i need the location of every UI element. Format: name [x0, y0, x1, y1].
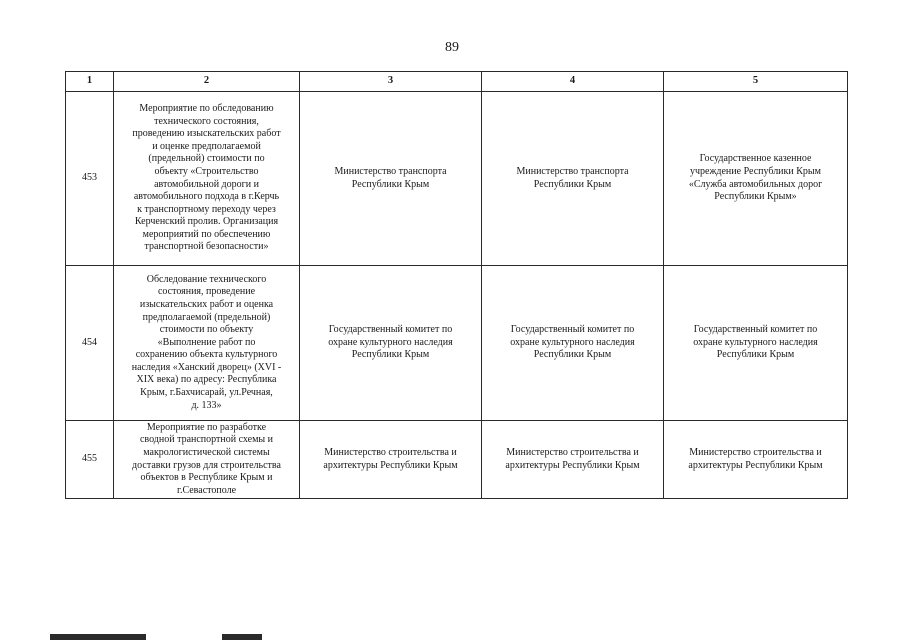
column-header-3: 3 [300, 72, 482, 92]
responsible-body: Министерство строительства и архитектуры Республики Крым [300, 421, 482, 499]
measures-table [65, 71, 848, 499]
column-header-1: 1 [66, 72, 114, 92]
executor-body: Государственное казенное учреждение Республики Крым «Служба автомобильных дорог Республики Крым» [664, 92, 848, 266]
table-row [66, 421, 848, 499]
event-description: Обследование технического состояния, проведение изыскательских работ и оценка предполагаемой (предельной) стоимости по объекту «Выполнение работ по сохранению объекта культурного наследия «Ханский дворец» (XVI - XIX века) по адресу: Республика Крым, г.Бахчисарай, ул.Речная, д. 133» [114, 266, 300, 421]
scan-artifact [50, 634, 146, 640]
table-row [66, 266, 848, 421]
customer-body: Министерство строительства и архитектуры Республики Крым [482, 421, 664, 499]
customer-body: Министерство транспорта Республики Крым [482, 92, 664, 266]
row-number: 454 [66, 266, 114, 421]
responsible-body: Министерство транспорта Республики Крым [300, 92, 482, 266]
row-number: 453 [66, 92, 114, 266]
page-number: 89 [445, 40, 459, 55]
scan-artifact [222, 634, 262, 640]
responsible-body: Государственный комитет по охране культурного наследия Республики Крым [300, 266, 482, 421]
column-header-4: 4 [482, 72, 664, 92]
row-number: 455 [66, 421, 114, 499]
executor-body: Министерство строительства и архитектуры Республики Крым [664, 421, 848, 499]
table-header-row [66, 72, 848, 92]
customer-body: Государственный комитет по охране культурного наследия Республики Крым [482, 266, 664, 421]
column-header-2: 2 [114, 72, 300, 92]
event-description: Мероприятие по обследованию технического состояния, проведению изыскательских работ и оценке предполагаемой (предельной) стоимости по объекту «Строительство автомобильной дороги и автомобильного подхода в г.Керчь к транспортному переходу через Керченский пролив. Организация мероприятий по обеспечению транспортной безопасности» [114, 92, 300, 266]
table-row [66, 92, 848, 266]
event-description: Мероприятие по разработке сводной транспортной схемы и макрологистической системы доставки грузов для строительства объектов в Республике Крым и г.Севастополе [114, 421, 300, 499]
column-header-5: 5 [664, 72, 848, 92]
executor-body: Государственный комитет по охране культурного наследия Республики Крым [664, 266, 848, 421]
